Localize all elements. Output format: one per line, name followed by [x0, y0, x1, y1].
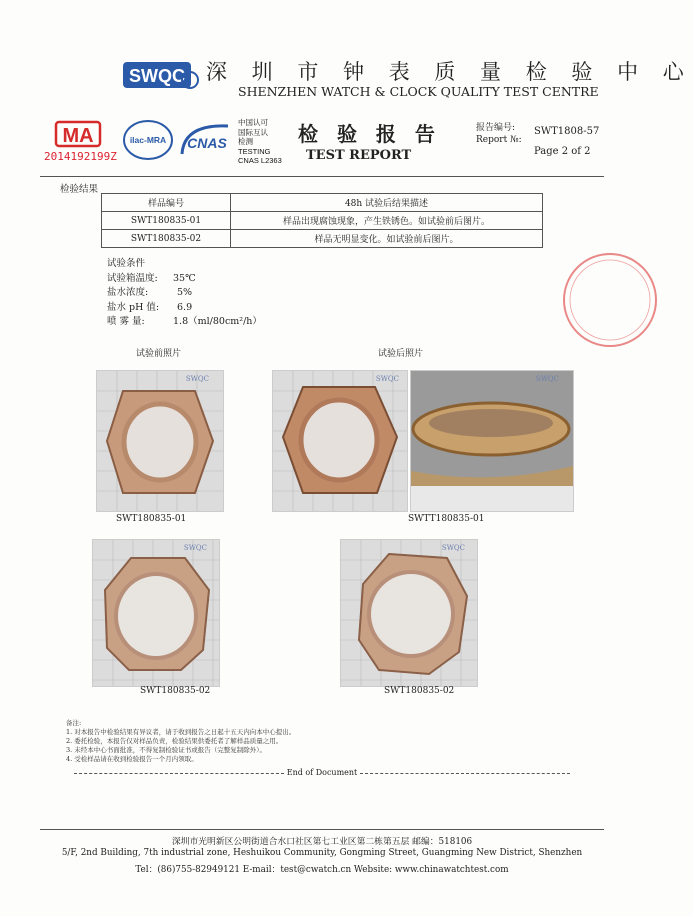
- accreditation-text: [238, 118, 282, 166]
- notes: [66, 719, 295, 764]
- report-title-cn: 检 验 报 告: [298, 122, 441, 146]
- table-header-row: [102, 194, 543, 212]
- before-photos-label: 试验前照片: [136, 349, 182, 359]
- report-number: SWT1808-57: [534, 126, 600, 137]
- table-row: [102, 212, 543, 230]
- end-of-document-text: End of Document: [286, 768, 358, 777]
- condition-label: 盐水 pH 值:: [107, 301, 160, 313]
- condition-item: [107, 301, 193, 316]
- photo-caption: SWT180835-02: [140, 686, 211, 696]
- after-photos-label: 试验后照片: [378, 349, 424, 359]
- footer-divider: [40, 829, 604, 830]
- footer-address-en: 5/F, 2nd Building, 7th industrial zone, Heshuikou Community, Gongming Street, Guangming New District, Shenzhen: [61, 848, 583, 858]
- condition-label: 喷 雾 量:: [107, 316, 145, 327]
- footer-address-cn: 深圳市光明新区公明街道合水口社区第七工业区第二栋第五层 邮编：518106: [171, 837, 473, 847]
- condition-value: 5%: [177, 287, 193, 298]
- photo-watermark: SWQC: [535, 375, 559, 383]
- official-stamp: [548, 250, 608, 350]
- accreditation-line: 中国认可: [238, 118, 268, 127]
- photo-before-sample-02: [92, 539, 220, 687]
- ma-number: 2014192199Z: [44, 150, 117, 163]
- photo-caption: SWT180835-01: [116, 514, 187, 524]
- report-number-label-en: Report №:: [476, 135, 522, 145]
- note-item: 1. 对本报告中检验结果有异议者，请于收到报告之日起十五天内向本中心提出。: [66, 728, 296, 736]
- photo-watermark: SWQC: [441, 544, 465, 552]
- photo-watermark: SWQC: [185, 375, 209, 383]
- table-row: [102, 230, 543, 248]
- note-item: 3. 未经本中心书面批准，不得复制检验证书或报告（完整复制除外）。: [66, 746, 267, 754]
- test-conditions: [107, 257, 262, 330]
- condition-label: 盐水浓度:: [107, 287, 149, 298]
- condition-item: [107, 272, 196, 287]
- ilac-logo-text: ilac-MRA: [129, 135, 167, 145]
- photo-caption: SWTT180835-01: [408, 514, 485, 524]
- condition-value: 6.9: [177, 301, 193, 313]
- condition-item: [107, 315, 262, 330]
- swqc-logo: [122, 58, 200, 92]
- results-table: [101, 193, 543, 248]
- ma-logo-text: MA: [62, 125, 94, 147]
- table-cell: 样品无明显变化。如试验前后图片。: [231, 230, 543, 248]
- table-cell: SWT180835-02: [102, 230, 231, 248]
- photo-watermark: SWQC: [183, 544, 207, 552]
- header-divider: [40, 176, 604, 177]
- table-cell: SWT180835-01: [102, 212, 231, 230]
- photo-after-closeup: [410, 370, 574, 512]
- results-section-label: 检验结果: [60, 184, 99, 195]
- note-item: 2. 委托检验，本报告仅对样品负责，检验结果供委托者了解样品质量之用。: [66, 737, 283, 745]
- photo-watermark: SWQC: [375, 375, 399, 383]
- end-dash-left: [74, 773, 284, 774]
- note-item: 4. 受检样品请在收到检验报告一个月内领取。: [66, 755, 198, 763]
- photo-caption: SWT180835-02: [384, 686, 455, 696]
- table-cell: 样品出现腐蚀现象，产生铁锈色。如试验前后图片。: [231, 212, 543, 230]
- photo-before-sample-01: [96, 370, 224, 512]
- condition-item: [107, 286, 193, 301]
- notes-title: 备注:: [66, 719, 82, 727]
- accreditation-line: 检测: [238, 137, 253, 146]
- photo-after-sample-01: [272, 370, 408, 512]
- cnas-logo: [176, 118, 234, 162]
- end-of-document: [40, 768, 604, 777]
- cnas-logo-text: CNAS: [187, 135, 227, 151]
- centre-name-cn: 深 圳 市 钟 表 质 量 检 验 中 心: [206, 60, 693, 84]
- page-number: Page 2 of 2: [534, 146, 591, 157]
- photo-after-sample-02: [340, 539, 478, 687]
- condition-value: 35℃: [173, 272, 196, 284]
- condition-label: 试验箱温度:: [107, 272, 158, 284]
- accreditation-line: CNAS L2363: [238, 156, 282, 165]
- swqc-logo-text: SWQC: [129, 66, 185, 86]
- conditions-title: 试验条件: [107, 258, 146, 269]
- table-header-cell: 样品编号: [102, 194, 231, 212]
- ilac-logo: [122, 118, 174, 162]
- centre-name-en: SHENZHEN WATCH & CLOCK QUALITY TEST CENTRE: [238, 84, 599, 99]
- report-number-label: [476, 122, 522, 146]
- report-number-label-cn: 报告编号:: [476, 123, 516, 133]
- accreditation-line: TESTING: [238, 146, 271, 156]
- footer-contact: Tel：(86)755-82949121 E-mail：test@cwatch.cn Website: www.chinawatchtest.com: [135, 865, 509, 875]
- report-title-en: TEST REPORT: [306, 148, 412, 163]
- table-header-cell: 48h 试验后结果描述: [231, 194, 543, 212]
- end-dash-right: [360, 773, 570, 774]
- condition-value: 1.8（ml/80cm²/h）: [173, 316, 262, 327]
- accreditation-line: 国际互认: [238, 127, 268, 137]
